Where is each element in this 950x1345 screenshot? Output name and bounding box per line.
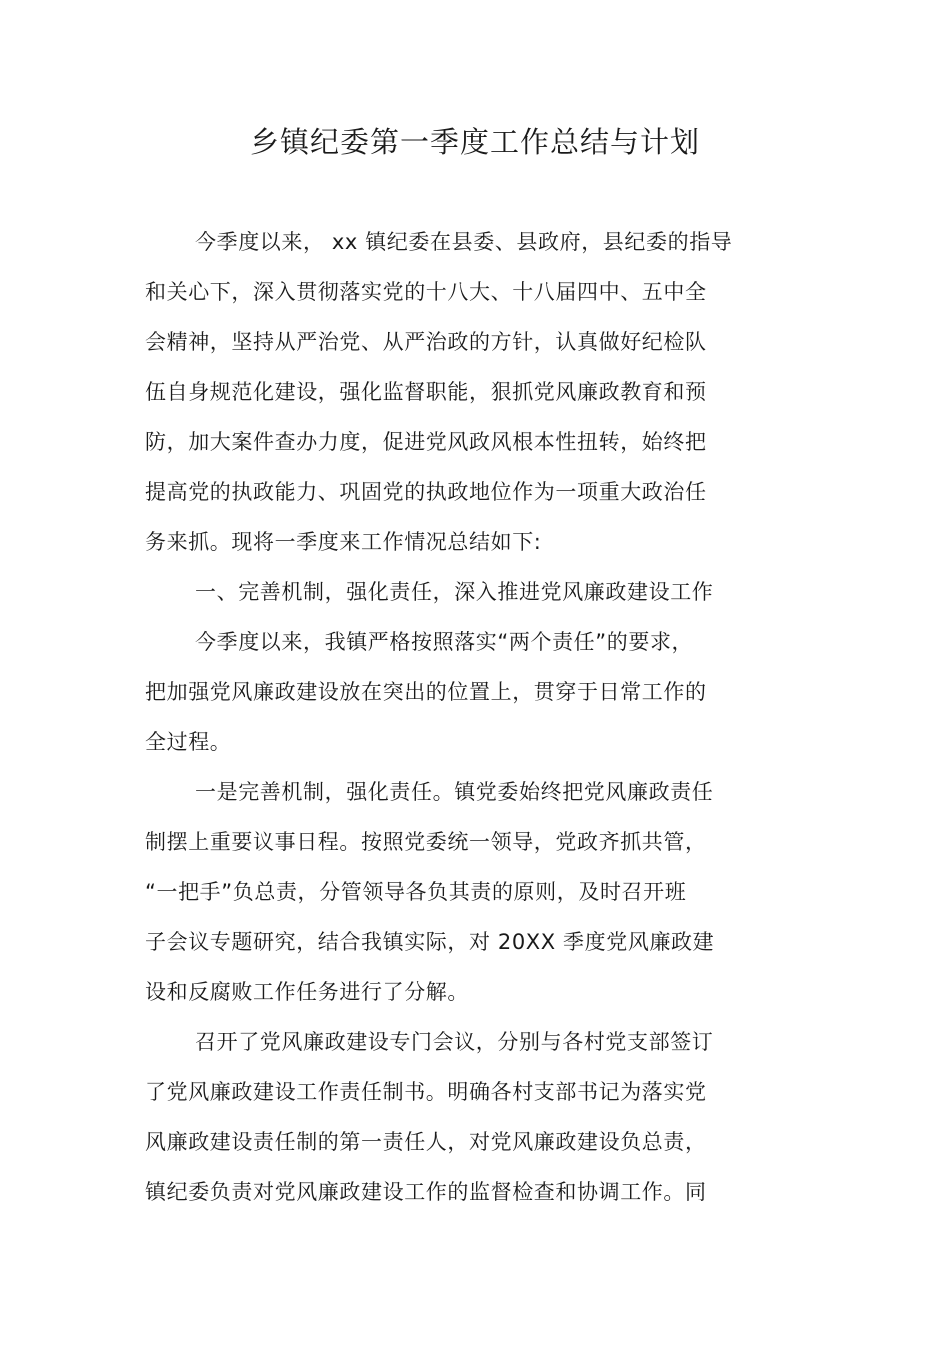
paragraph-line: 提高党的执政能力、巩固党的执政地位作为一项重大政治任 xyxy=(145,480,707,504)
paragraph-line: 防，加大案件查办力度，促进党风政风根本性扭转，始终把 xyxy=(145,430,707,454)
paragraph-line: 召开了党风廉政建设专门会议，分别与各村党支部签订 xyxy=(195,1030,714,1054)
paragraph-line: 全过程。 xyxy=(145,730,232,754)
paragraph-line: 把加强党风廉政建设放在突出的位置上，贯穿于日常工作的 xyxy=(145,680,707,704)
paragraph-line: 伍自身规范化建设，强化监督职能，狠抓党风廉政教育和预 xyxy=(145,380,707,404)
paragraph-line: 子会议专题研究，结合我镇实际，对 20XX 季度党风廉政建 xyxy=(145,930,715,954)
paragraph-line: 务来抓。现将一季度来工作情况总结如下: xyxy=(145,530,542,554)
paragraph-line: 会精神，坚持从严治党、从严治政的方针，认真做好纪检队 xyxy=(145,330,707,354)
paragraph-line: 了党风廉政建设工作责任制书。明确各村支部书记为落实党 xyxy=(145,1080,707,1104)
document-body xyxy=(145,222,845,1222)
paragraph-line: 今季度以来， xx 镇纪委在县委、县政府，县纪委的指导 xyxy=(195,230,733,254)
paragraph-line: 镇纪委负责对党风廉政建设工作的监督检查和协调工作。同 xyxy=(145,1180,707,1204)
paragraph-line: 和关心下，深入贯彻落实党的十八大、十八届四中、五中全 xyxy=(145,280,707,304)
paragraph-line: 设和反腐败工作任务进行了分解。 xyxy=(145,980,469,1004)
section-heading: 一、完善机制，强化责任，深入推进党风廉政建设工作 xyxy=(195,580,714,604)
paragraph-line: “一把手”负总责，分管领导各负其责的原则，及时召开班 xyxy=(145,880,687,904)
paragraph-line: 风廉政建设责任制的第一责任人，对党风廉政建设负总责， xyxy=(145,1130,707,1154)
paragraph-line: 一是完善机制，强化责任。镇党委始终把党风廉政责任 xyxy=(195,780,714,804)
paragraph-line: 今季度以来，我镇严格按照落实“两个责任”的要求， xyxy=(195,630,694,654)
paragraph-line: 制摆上重要议事日程。按照党委统一领导，党政齐抓共管， xyxy=(145,830,707,854)
document-title: 乡镇纪委第一季度工作总结与计划 xyxy=(249,125,700,159)
